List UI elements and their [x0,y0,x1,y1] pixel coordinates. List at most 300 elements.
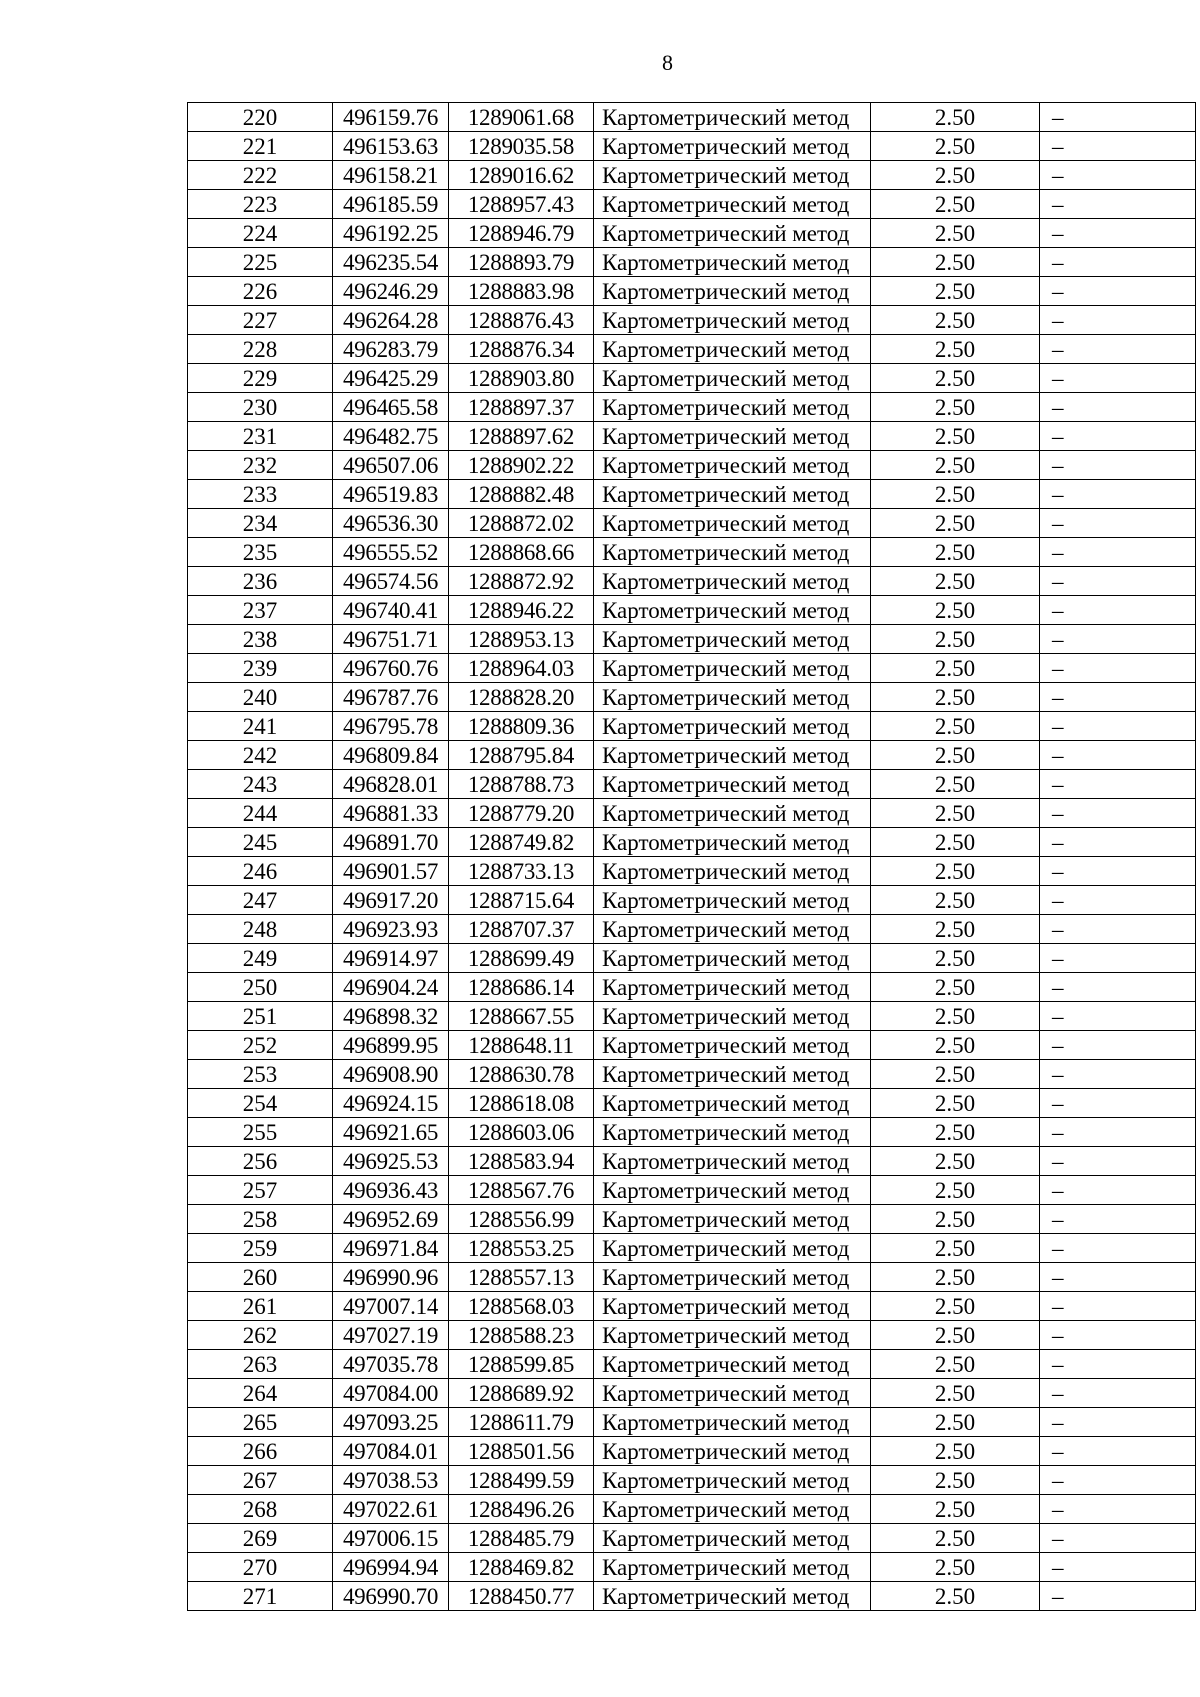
x-coordinate-cell: 496153.63 [333,132,449,161]
method-cell: Картометрический метод [594,1495,871,1524]
method-cell: Картометрический метод [594,625,871,654]
accuracy-cell: 2.50 [871,1089,1040,1118]
description-cell: – [1040,1263,1196,1292]
y-coordinate-cell: 1288567.76 [449,1176,594,1205]
method-cell: Картометрический метод [594,480,871,509]
x-coordinate-cell: 496914.97 [333,944,449,973]
method-cell: Картометрический метод [594,770,871,799]
y-coordinate-cell: 1288715.64 [449,886,594,915]
point-number-cell: 250 [188,973,333,1002]
point-number-cell: 251 [188,1002,333,1031]
method-cell: Картометрический метод [594,364,871,393]
point-number-cell: 266 [188,1437,333,1466]
y-coordinate-cell: 1288648.11 [449,1031,594,1060]
x-coordinate-cell: 496925.53 [333,1147,449,1176]
method-cell: Картометрический метод [594,103,871,132]
method-cell: Картометрический метод [594,857,871,886]
description-cell: – [1040,1031,1196,1060]
point-number-cell: 244 [188,799,333,828]
x-coordinate-cell: 496574.56 [333,567,449,596]
accuracy-cell: 2.50 [871,1292,1040,1321]
accuracy-cell: 2.50 [871,973,1040,1002]
table-row [188,306,1196,335]
description-cell: – [1040,393,1196,422]
y-coordinate-cell: 1288828.20 [449,683,594,712]
table-row [188,799,1196,828]
table-row [188,219,1196,248]
point-number-cell: 243 [188,770,333,799]
accuracy-cell: 2.50 [871,1350,1040,1379]
description-cell: – [1040,190,1196,219]
y-coordinate-cell: 1288788.73 [449,770,594,799]
table-row [188,770,1196,799]
point-number-cell: 234 [188,509,333,538]
y-coordinate-cell: 1288779.20 [449,799,594,828]
point-number-cell: 221 [188,132,333,161]
point-number-cell: 252 [188,1031,333,1060]
x-coordinate-cell: 496536.30 [333,509,449,538]
x-coordinate-cell: 496159.76 [333,103,449,132]
table-row [188,1553,1196,1582]
method-cell: Картометрический метод [594,1350,871,1379]
description-cell: – [1040,1234,1196,1263]
accuracy-cell: 2.50 [871,277,1040,306]
point-number-cell: 261 [188,1292,333,1321]
y-coordinate-cell: 1288630.78 [449,1060,594,1089]
accuracy-cell: 2.50 [871,509,1040,538]
method-cell: Картометрический метод [594,973,871,1002]
description-cell: – [1040,1466,1196,1495]
method-cell: Картометрический метод [594,306,871,335]
y-coordinate-cell: 1288795.84 [449,741,594,770]
description-cell: – [1040,712,1196,741]
description-cell: – [1040,1408,1196,1437]
table-row [188,1263,1196,1292]
description-cell: – [1040,944,1196,973]
y-coordinate-cell: 1288485.79 [449,1524,594,1553]
y-coordinate-cell: 1288611.79 [449,1408,594,1437]
method-cell: Картометрический метод [594,161,871,190]
point-number-cell: 258 [188,1205,333,1234]
point-number-cell: 225 [188,248,333,277]
description-cell: – [1040,1176,1196,1205]
table-row [188,1234,1196,1263]
point-number-cell: 241 [188,712,333,741]
point-number-cell: 268 [188,1495,333,1524]
y-coordinate-cell: 1288876.34 [449,335,594,364]
x-coordinate-cell: 496923.93 [333,915,449,944]
x-coordinate-cell: 497035.78 [333,1350,449,1379]
description-cell: – [1040,886,1196,915]
y-coordinate-cell: 1288707.37 [449,915,594,944]
table-row [188,161,1196,190]
table-row [188,915,1196,944]
accuracy-cell: 2.50 [871,306,1040,335]
description-cell: – [1040,422,1196,451]
y-coordinate-cell: 1288603.06 [449,1118,594,1147]
table-row [188,277,1196,306]
table-row [188,1582,1196,1611]
accuracy-cell: 2.50 [871,219,1040,248]
y-coordinate-cell: 1288499.59 [449,1466,594,1495]
table-row [188,1350,1196,1379]
accuracy-cell: 2.50 [871,393,1040,422]
table-body [188,103,1196,1611]
point-number-cell: 224 [188,219,333,248]
x-coordinate-cell: 496936.43 [333,1176,449,1205]
method-cell: Картометрический метод [594,1089,871,1118]
description-cell: – [1040,1524,1196,1553]
description-cell: – [1040,567,1196,596]
y-coordinate-cell: 1288568.03 [449,1292,594,1321]
method-cell: Картометрический метод [594,1408,871,1437]
table-row [188,538,1196,567]
method-cell: Картометрический метод [594,1466,871,1495]
accuracy-cell: 2.50 [871,161,1040,190]
method-cell: Картометрический метод [594,596,871,625]
accuracy-cell: 2.50 [871,944,1040,973]
accuracy-cell: 2.50 [871,1582,1040,1611]
description-cell: – [1040,509,1196,538]
x-coordinate-cell: 496898.32 [333,1002,449,1031]
point-number-cell: 230 [188,393,333,422]
description-cell: – [1040,654,1196,683]
method-cell: Картометрический метод [594,683,871,712]
x-coordinate-cell: 496899.95 [333,1031,449,1060]
point-number-cell: 248 [188,915,333,944]
accuracy-cell: 2.50 [871,103,1040,132]
x-coordinate-cell: 496555.52 [333,538,449,567]
accuracy-cell: 2.50 [871,654,1040,683]
x-coordinate-cell: 496246.29 [333,277,449,306]
table-row [188,857,1196,886]
method-cell: Картометрический метод [594,538,871,567]
x-coordinate-cell: 497084.01 [333,1437,449,1466]
accuracy-cell: 2.50 [871,1466,1040,1495]
method-cell: Картометрический метод [594,451,871,480]
x-coordinate-cell: 496881.33 [333,799,449,828]
method-cell: Картометрический метод [594,1263,871,1292]
point-number-cell: 267 [188,1466,333,1495]
y-coordinate-cell: 1289061.68 [449,103,594,132]
accuracy-cell: 2.50 [871,480,1040,509]
method-cell: Картометрический метод [594,1437,871,1466]
y-coordinate-cell: 1288496.26 [449,1495,594,1524]
method-cell: Картометрический метод [594,915,871,944]
accuracy-cell: 2.50 [871,364,1040,393]
y-coordinate-cell: 1288553.25 [449,1234,594,1263]
table-row [188,393,1196,422]
method-cell: Картометрический метод [594,1205,871,1234]
description-cell: – [1040,1350,1196,1379]
description-cell: – [1040,219,1196,248]
description-cell: – [1040,683,1196,712]
description-cell: – [1040,915,1196,944]
table-row [188,1002,1196,1031]
accuracy-cell: 2.50 [871,1437,1040,1466]
method-cell: Картометрический метод [594,248,871,277]
y-coordinate-cell: 1288882.48 [449,480,594,509]
method-cell: Картометрический метод [594,1321,871,1350]
description-cell: – [1040,828,1196,857]
accuracy-cell: 2.50 [871,596,1040,625]
description-cell: – [1040,103,1196,132]
accuracy-cell: 2.50 [871,1060,1040,1089]
y-coordinate-cell: 1288599.85 [449,1350,594,1379]
x-coordinate-cell: 497093.25 [333,1408,449,1437]
description-cell: – [1040,1060,1196,1089]
accuracy-cell: 2.50 [871,1524,1040,1553]
table-row [188,596,1196,625]
description-cell: – [1040,770,1196,799]
accuracy-cell: 2.50 [871,567,1040,596]
table-row [188,248,1196,277]
accuracy-cell: 2.50 [871,799,1040,828]
method-cell: Картометрический метод [594,277,871,306]
description-cell: – [1040,1379,1196,1408]
point-number-cell: 262 [188,1321,333,1350]
table-row [188,1408,1196,1437]
y-coordinate-cell: 1288450.77 [449,1582,594,1611]
method-cell: Картометрический метод [594,1147,871,1176]
accuracy-cell: 2.50 [871,770,1040,799]
x-coordinate-cell: 497022.61 [333,1495,449,1524]
x-coordinate-cell: 497084.00 [333,1379,449,1408]
point-number-cell: 237 [188,596,333,625]
description-cell: – [1040,1495,1196,1524]
method-cell: Картометрический метод [594,654,871,683]
table-row [188,683,1196,712]
accuracy-cell: 2.50 [871,712,1040,741]
description-cell: – [1040,1147,1196,1176]
method-cell: Картометрический метод [594,1582,871,1611]
y-coordinate-cell: 1288686.14 [449,973,594,1002]
x-coordinate-cell: 496795.78 [333,712,449,741]
y-coordinate-cell: 1288876.43 [449,306,594,335]
accuracy-cell: 2.50 [871,1408,1040,1437]
accuracy-cell: 2.50 [871,828,1040,857]
method-cell: Картометрический метод [594,1031,871,1060]
description-cell: – [1040,1292,1196,1321]
table-row [188,480,1196,509]
method-cell: Картометрический метод [594,1060,871,1089]
point-number-cell: 240 [188,683,333,712]
point-number-cell: 228 [188,335,333,364]
accuracy-cell: 2.50 [871,335,1040,364]
point-number-cell: 253 [188,1060,333,1089]
table-row [188,1060,1196,1089]
method-cell: Картометрический метод [594,509,871,538]
point-number-cell: 255 [188,1118,333,1147]
method-cell: Картометрический метод [594,393,871,422]
description-cell: – [1040,451,1196,480]
method-cell: Картометрический метод [594,712,871,741]
description-cell: – [1040,306,1196,335]
table-row [188,654,1196,683]
y-coordinate-cell: 1288946.22 [449,596,594,625]
accuracy-cell: 2.50 [871,1379,1040,1408]
method-cell: Картометрический метод [594,335,871,364]
point-number-cell: 235 [188,538,333,567]
point-number-cell: 247 [188,886,333,915]
y-coordinate-cell: 1288964.03 [449,654,594,683]
x-coordinate-cell: 496971.84 [333,1234,449,1263]
y-coordinate-cell: 1288868.66 [449,538,594,567]
table-row [188,1292,1196,1321]
x-coordinate-cell: 496924.15 [333,1089,449,1118]
point-number-cell: 254 [188,1089,333,1118]
point-number-cell: 223 [188,190,333,219]
accuracy-cell: 2.50 [871,1553,1040,1582]
y-coordinate-cell: 1288883.98 [449,277,594,306]
accuracy-cell: 2.50 [871,886,1040,915]
y-coordinate-cell: 1288957.43 [449,190,594,219]
page-number: 8 [662,50,673,75]
method-cell: Картометрический метод [594,1292,871,1321]
description-cell: – [1040,364,1196,393]
method-cell: Картометрический метод [594,1234,871,1263]
x-coordinate-cell: 496921.65 [333,1118,449,1147]
table-row [188,190,1196,219]
table-row [188,567,1196,596]
table-row [188,973,1196,1002]
accuracy-cell: 2.50 [871,1205,1040,1234]
x-coordinate-cell: 496158.21 [333,161,449,190]
point-number-cell: 271 [188,1582,333,1611]
method-cell: Картометрический метод [594,1002,871,1031]
point-number-cell: 270 [188,1553,333,1582]
accuracy-cell: 2.50 [871,683,1040,712]
accuracy-cell: 2.50 [871,132,1040,161]
point-number-cell: 256 [188,1147,333,1176]
description-cell: – [1040,973,1196,1002]
point-number-cell: 226 [188,277,333,306]
y-coordinate-cell: 1288953.13 [449,625,594,654]
x-coordinate-cell: 496990.96 [333,1263,449,1292]
method-cell: Картометрический метод [594,1118,871,1147]
point-number-cell: 229 [188,364,333,393]
x-coordinate-cell: 496192.25 [333,219,449,248]
description-cell: – [1040,335,1196,364]
point-number-cell: 265 [188,1408,333,1437]
description-cell: – [1040,857,1196,886]
point-number-cell: 238 [188,625,333,654]
y-coordinate-cell: 1288501.56 [449,1437,594,1466]
table-row [188,1089,1196,1118]
description-cell: – [1040,538,1196,567]
point-number-cell: 222 [188,161,333,190]
point-number-cell: 227 [188,306,333,335]
y-coordinate-cell: 1288588.23 [449,1321,594,1350]
accuracy-cell: 2.50 [871,190,1040,219]
y-coordinate-cell: 1288809.36 [449,712,594,741]
point-number-cell: 246 [188,857,333,886]
table-row [188,132,1196,161]
table-row [188,625,1196,654]
table-row [188,1031,1196,1060]
y-coordinate-cell: 1288903.80 [449,364,594,393]
coordinates-table [187,102,1196,1611]
x-coordinate-cell: 496901.57 [333,857,449,886]
table-row [188,1437,1196,1466]
x-coordinate-cell: 496891.70 [333,828,449,857]
y-coordinate-cell: 1288897.62 [449,422,594,451]
y-coordinate-cell: 1289035.58 [449,132,594,161]
method-cell: Картометрический метод [594,219,871,248]
point-number-cell: 242 [188,741,333,770]
point-number-cell: 220 [188,103,333,132]
table-row [188,509,1196,538]
description-cell: – [1040,1582,1196,1611]
x-coordinate-cell: 496425.29 [333,364,449,393]
accuracy-cell: 2.50 [871,1002,1040,1031]
method-cell: Картометрический метод [594,422,871,451]
x-coordinate-cell: 496264.28 [333,306,449,335]
x-coordinate-cell: 496235.54 [333,248,449,277]
table-row [188,1495,1196,1524]
point-number-cell: 232 [188,451,333,480]
point-number-cell: 239 [188,654,333,683]
x-coordinate-cell: 496740.41 [333,596,449,625]
y-coordinate-cell: 1288893.79 [449,248,594,277]
point-number-cell: 259 [188,1234,333,1263]
description-cell: – [1040,741,1196,770]
table-row [188,364,1196,393]
accuracy-cell: 2.50 [871,451,1040,480]
table-row [188,944,1196,973]
x-coordinate-cell: 496994.94 [333,1553,449,1582]
x-coordinate-cell: 496828.01 [333,770,449,799]
x-coordinate-cell: 496185.59 [333,190,449,219]
table-row [188,886,1196,915]
x-coordinate-cell: 496482.75 [333,422,449,451]
method-cell: Картометрический метод [594,567,871,596]
accuracy-cell: 2.50 [871,422,1040,451]
description-cell: – [1040,1437,1196,1466]
x-coordinate-cell: 496908.90 [333,1060,449,1089]
method-cell: Картометрический метод [594,1524,871,1553]
description-cell: – [1040,277,1196,306]
y-coordinate-cell: 1288733.13 [449,857,594,886]
y-coordinate-cell: 1288749.82 [449,828,594,857]
description-cell: – [1040,1205,1196,1234]
description-cell: – [1040,596,1196,625]
table-row [188,335,1196,364]
description-cell: – [1040,480,1196,509]
table-row [188,741,1196,770]
y-coordinate-cell: 1289016.62 [449,161,594,190]
x-coordinate-cell: 496283.79 [333,335,449,364]
table-row [188,1176,1196,1205]
y-coordinate-cell: 1288667.55 [449,1002,594,1031]
accuracy-cell: 2.50 [871,1118,1040,1147]
point-number-cell: 249 [188,944,333,973]
x-coordinate-cell: 496751.71 [333,625,449,654]
table-row [188,1147,1196,1176]
x-coordinate-cell: 496990.70 [333,1582,449,1611]
description-cell: – [1040,132,1196,161]
description-cell: – [1040,248,1196,277]
x-coordinate-cell: 496917.20 [333,886,449,915]
accuracy-cell: 2.50 [871,915,1040,944]
point-number-cell: 269 [188,1524,333,1553]
table-row [188,1379,1196,1408]
x-coordinate-cell: 496760.76 [333,654,449,683]
point-number-cell: 264 [188,1379,333,1408]
accuracy-cell: 2.50 [871,248,1040,277]
table-row [188,422,1196,451]
method-cell: Картометрический метод [594,132,871,161]
